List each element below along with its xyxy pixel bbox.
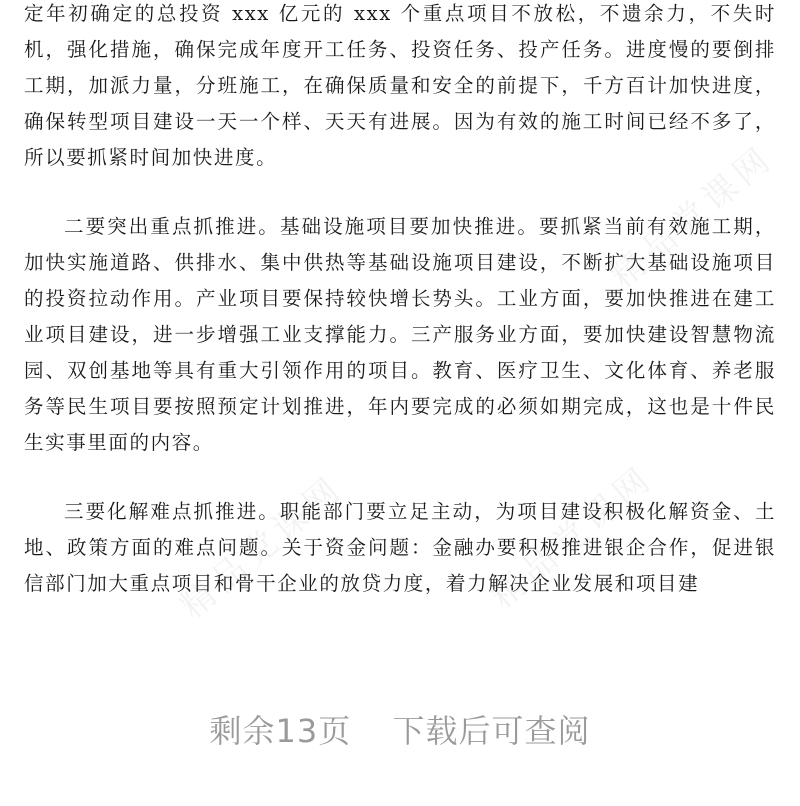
paragraph-2: 二要突出重点抓推进。基础设施项目要加快推进。要抓紧当前有效施工期，加快实施道路、供排水、集中供热等基础设施项目建设，不断扩大基础设施项目的投资拉动作用。产业项目要保持较快增长势头。工业方面，要加快推进在建工业项目建设，进一步增强工业支撑能力。三产服务业方面，要加快建设智慧物流园、双创基地等具有重大引领作用的项目。教育、医疗卫生、文化体育、养老服务等民生项目要按照预定计划推进，年内要完成的必须如期完成，这也是十件民生实事里面的内容。	[24, 215, 776, 454]
paragraph-3: 三要化解难点抓推进。职能部门要立足主动，为项目建设积极化解资金、土地、政策方面的难点问题。关于资金问题：金融办要积极推进银企合作，促进银信部门加大重点项目和骨干企业的放贷力度，着力解决企业发展和项目建	[24, 500, 776, 595]
watermark: 精品党课网	[482, 457, 662, 617]
watermark: 精品党课网	[172, 467, 352, 627]
remaining-pages-notice[interactable]: 剩余13页 下载后可查阅	[209, 712, 591, 750]
watermark: 精品党课网	[602, 137, 782, 297]
paragraph-1: 定年初确定的总投资 xxx 亿元的 xxx 个重点项目不放松，不遗余力，不失时机，强化措施，确保完成年度开工任务、投资任务、投产任务。进度慢的要倒排工期，加派力量，分班施工，在确保质量和安全的前提下，千方百计加快进度，确保转型项目建设一天一个样、天天有进展。因为有效的施工时间已经不多了，所以要抓紧时间加快进度。	[24, 2, 776, 169]
